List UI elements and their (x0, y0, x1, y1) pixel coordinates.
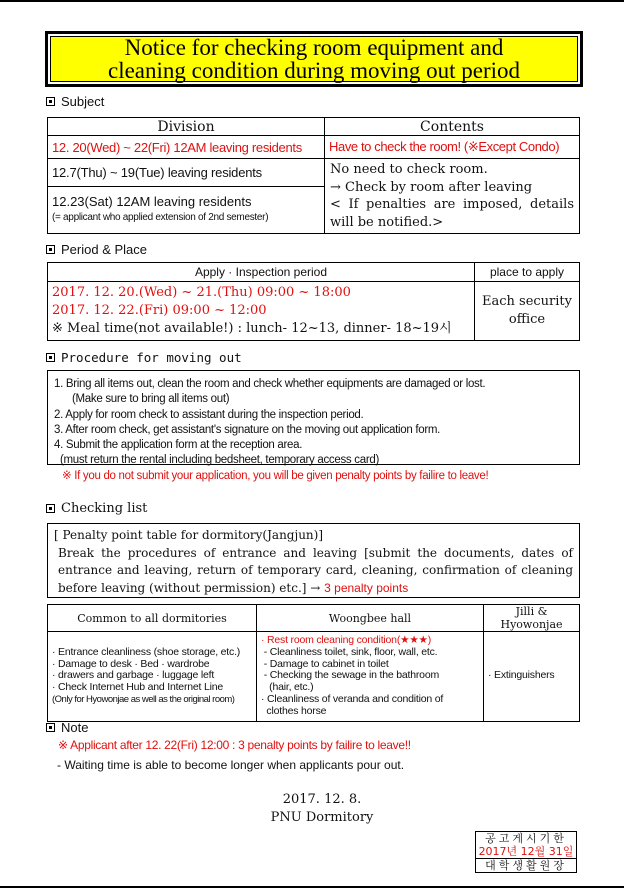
procedure-step: 4. Submit the application form at the reception area. (54, 439, 303, 452)
stamp-date: 2017년 12월 31일 (476, 845, 576, 859)
common-items-cell: · Entrance cleanliness (shoe storage, etc.) · Damage to desk · Bed · wardrobe · drawers and garbage · luggage left · Check Internet Hub and Internet Line (Only for Hyowonjae as well as the original room) (48, 632, 257, 722)
section-period-heading: Period & Place (46, 242, 147, 257)
procedure-warning: ※ If you do not submit your application, you will be given penalty points by failire to leave! (62, 469, 489, 482)
checking-table (47, 604, 580, 722)
signature-org: PNU Dormitory (270, 810, 374, 825)
section-checking-heading: Checking list (46, 501, 147, 516)
period-cell: 2017. 12. 20.(Wed) ~ 21.(Thu) 09:00 ~ 18:00 2017. 12. 22.(Fri) 09:00 ~ 12:00 ※ Meal time(not available!) : lunch- 12~13, dinner- 18~19시 (48, 282, 475, 341)
procedure-step-note: (must return the rental including bedsheet, temporary access card) (60, 454, 379, 467)
title-line-2: cleaning condition during moving out period (107, 58, 520, 83)
table-row (48, 632, 580, 722)
note-warning: ※ Applicant after 12. 22(Fri) 12:00 : 3 penalty points by failire to leave!! (58, 738, 411, 752)
column-header-division: Division (48, 118, 325, 136)
column-header-woongbee: Woongbee hall (257, 605, 484, 632)
column-header-common: Common to all dormitories (48, 605, 257, 632)
section-note-heading: Note (46, 720, 88, 735)
contents-cell: Have to check the room! (※Except Condo) (325, 136, 580, 159)
table-row (48, 282, 580, 341)
square-bullet-icon (46, 504, 55, 513)
penalty-box (47, 523, 580, 598)
square-bullet-icon (46, 353, 55, 362)
division-cell: 12. 20(Wed) ~ 22(Fri) 12AM leaving residents (48, 136, 325, 159)
note-line: - Waiting time is able to become longer when applicants pour out. (57, 758, 405, 772)
square-bullet-icon (46, 97, 55, 106)
column-header-jilli: Jilli & Hyowonjae (484, 605, 580, 632)
square-bullet-icon (46, 245, 55, 254)
penalty-table-title: [ Penalty point table for dormitory(Jangjun)] (54, 528, 324, 542)
penalty-description: Break the procedures of entrance and leaving [submit the documents, dates of entrance and leaving, return of temporary card, cleaning, confirmation of cleaning before leaving (without permission) etc.] → 3 penalty points (58, 545, 573, 595)
title-banner (45, 31, 583, 87)
top-rule (0, 0, 624, 2)
stamp-issuer: 대학생활원장 (485, 859, 567, 872)
division-cell: 12.23(Sat) 12AM leaving residents (= applicant who applied extension of 2nd semester) (48, 186, 325, 233)
signature-date: 2017. 12. 8. (282, 792, 362, 807)
division-cell: 12.7(Thu) ~ 19(Tue) leaving residents (48, 159, 325, 187)
jilli-items-cell: · Extinguishers (484, 632, 580, 722)
procedure-box (47, 370, 580, 482)
table-row (48, 159, 580, 187)
section-procedure-heading: Procedure for moving out (46, 350, 242, 365)
procedure-step: 1. Bring all items out, clean the room and check whether equipments are damaged or lost. (54, 378, 486, 390)
period-table (47, 262, 580, 341)
column-header-period: Apply · Inspection period (48, 263, 475, 282)
procedure-step: 2. Apply for room check to assistant during the inspection period. (54, 408, 364, 421)
table-row (48, 136, 580, 159)
section-subject-heading: Subject (46, 94, 104, 109)
place-cell: Each security office (475, 282, 580, 341)
procedure-step: 3. After room check, get assistant's signature on the moving out application form. (54, 423, 441, 436)
title-line-1: Notice for checking room equipment and (124, 35, 504, 60)
subject-table (47, 117, 580, 234)
procedure-step-note: (Make sure to bring all items out) (72, 393, 230, 406)
column-header-place: place to apply (475, 263, 580, 282)
posting-period-stamp (475, 831, 577, 873)
square-bullet-icon (46, 723, 55, 732)
bottom-rule (0, 886, 624, 888)
woongbee-items-cell: · Rest room cleaning condition(★★★) - Cleanliness toilet, sink, floor, wall, etc. - Damage to cabinet in toilet - Checking the sewage in the bathroom (hair, etc.) · Cleanliness of veranda and condition of clothes horse (257, 632, 484, 722)
column-header-contents: Contents (325, 118, 580, 136)
stamp-label: 공고게시기한 (485, 832, 567, 845)
shared-contents-cell: No need to check room. → Check by room after leaving < If penalties are imposed, details will be notified.> (325, 159, 580, 234)
penalty-points: 3 penalty points (324, 580, 409, 595)
